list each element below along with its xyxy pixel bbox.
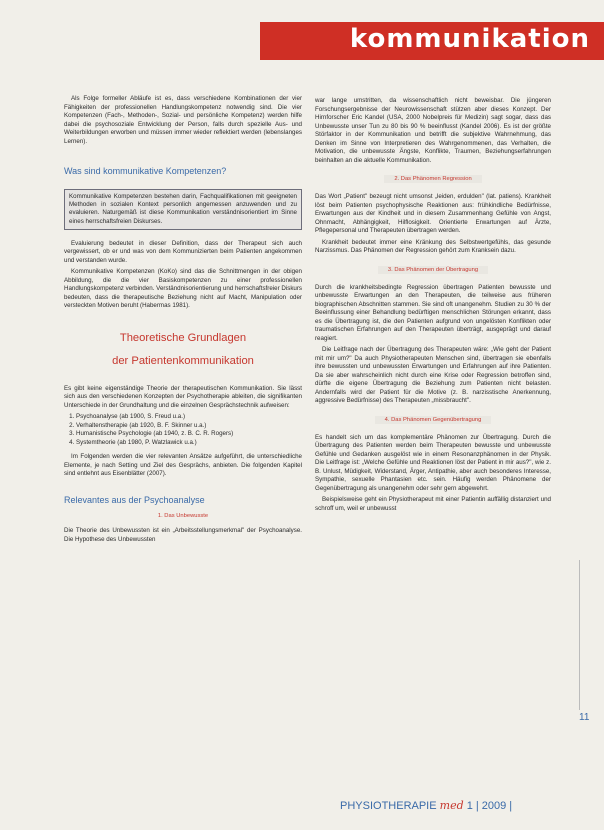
list-item: 2. Verhaltenstherapie (ab 1920, B. F. Skinner u.a.) (76, 422, 302, 431)
definition-box: Kommunikative Kompetenzen bestehen darin, Fachqualifikationen mit geeigneten Methoden in sozialen Kontext personlich angemessen anzuwenden und zu evaluieren. Naturgemäß ist diese Kommunikation verständnisorientiert im Sinne eines herrschaftsfreien Diskurses. (64, 189, 302, 230)
subsection-label (315, 416, 551, 424)
subsection-label-text: 3. Das Phänomen der Übertragung (378, 266, 488, 274)
section-header-bar (260, 22, 604, 60)
paragraph: Krankheit bedeutet immer eine Kränkung des Selbstwertgefühls, das gesunde Narzissmus. Das Phänomen der Regression gehört zum Kranksein dazu. (315, 238, 551, 254)
paragraph: Die Theorie des Unbewussten ist ein „Arbeitsstellungsmerkmal" der Psychoanalyse. Die Hypothese des Unbewussten (64, 527, 302, 543)
paragraph: Beispielsweise geht ein Physiotherapeut mit einer Patientin auffällig distanziert und schroff um, weil er unbewusst (315, 496, 551, 512)
approach-list (64, 413, 302, 447)
paragraph: Das Wort „Patient" bezeugt nicht umsonst „leiden, erdulden" (lat. patiens). Krankheit löst beim Patienten psychophysische Reaktionen aus: frühkindliche Bedürfnisse, Erwartungen aus der Kindheit und in diesem Zusammenhang Gefühle von Angst, Ohnmacht, Abhängigkeit, Hilflosigkeit. Orientierte Erwartungen auf Ärzte, Pflegepersonal und Therapeuten übertragen werden. (315, 193, 551, 234)
paragraph: Als Folge formeller Abläufe ist es, dass verschiedene Kombinationen der vier Fähigkeiten der professionellen Handlungskompetenz notwendig sind. Die vier Kompetenzen (Fach-, Methoden-, Sozial- und persönliche Kompetenz) werden hilfe dabei die psychosoziale Entwicklung der Person, falls durch spezielle Aus- und Weiterbildungen erworben und müssen immer wieder reflektiert werden (lebenslanges Lernen). (64, 95, 302, 145)
section-heading-line-2: der Patientenkommunikation (112, 354, 254, 367)
paragraph: Durch die krankheitsbedingte Regression übertragen Patienten bewusste und unbewusste Erwartungen an den Therapeuten, die teilweise aus früheren biographischen Abschnitten stammen. Sie sind oft unangenehm. Studien zu 30 % der Beeinflussung einer Behandlung bedürftigen menschlichen Störungen erkannt, dass es die Übertragung ist, die den Patienten aufgrund von ungelösten Konflikten oder traumatischen Erfahrungen auf den Therapeuten überträgt, ausgeprägt und darauf reagiert. (315, 283, 551, 342)
journal-name: PHYSIOTHERAPIE (340, 800, 437, 812)
list-item: 1. Psychoanalyse (ab 1900, S. Freud u.a.) (76, 413, 302, 422)
subheading-question: Was sind kommunikative Kompetenzen? (64, 166, 227, 176)
page-number: 11 (579, 712, 590, 723)
footer (340, 799, 512, 812)
issue-number: 1 | 2009 | (466, 800, 513, 812)
subheading-psychoanalysis: Relevantes aus der Psychoanalyse (64, 494, 205, 505)
subsection-label (315, 175, 551, 183)
left-column (64, 95, 302, 815)
journal-name-med: med (439, 799, 464, 812)
section-heading-line-1: Theoretische Grundlagen (119, 331, 247, 344)
paragraph: Es handelt sich um das komplementäre Phänomen zur Übertragung. Durch die Übertragung des Patienten werden beim Therapeuten bewusste und unbewusste Gefühle und Gedanken ausgelöst wie in einem Resonanzphänomen in der Physik. Die Leitfrage ist: „Welche Gefühle und Reaktionen löst der Patient in mir aus?", wie z. B. Unlust, Müdigkeit, Widerstand, Ärger, Antipathie, aber auch besonderes Interesse, Sympathie, sexuelle Phantasien etc. sein. Häufig werden Phänomene der Gegenübertragung als unangenehm oder sehr gern abgewehrt. (315, 433, 551, 492)
right-column (315, 97, 551, 757)
paragraph: Es gibt keine eigenständige Theorie der therapeutischen Kommunikation. Sie lässt sich aus den verschiedenen Konzepten der Psychotherapie ableiten, die signifikanten Unterschiede in der Grundhaltung und die einzelnen Gesprächstechnik aufweisen: (64, 384, 302, 409)
paragraph: Evaluierung bedeutet in dieser Definition, dass der Therapeut sich auch vergewissert, ob er und was von dem Kommunizierten beim Patienten angekommen und verstanden wurde. (64, 239, 302, 264)
paragraph: Die Leitfrage nach der Übertragung des Therapeuten wäre: „Wie geht der Patient mit mir um?" Da auch Physiotherapeuten Menschen sind, übertragen sie ebenfalls ihre bewussten und unbewussten Erwartungen und Erfahrungen auf ihre Patienten. Da sie aber wahrscheinlich nicht durch eine Krise oder Regression betroffen sind, dürfte die eigene Übertragung die Beziehung zum Patienten nicht belasten. Andernfalls wird der Patient für die Motive (z. B. narzisstische Anerkennung, aggressive Bedürfnisse) des Therapeuten „missbraucht". (315, 346, 551, 404)
paragraph: Kommunikative Kompetenzen (KoKo) sind das die Schnittmengen in der obigen Abbildung, die die vier Basiskompetenzen zu einer professionellen Handlungskompetenz verbinden. Verständnisorientierung und herrschaftsfreier Diskurs bedeuten, dass die therapeutische Beziehung nicht auf Macht, Manipulation oder versteckten Motiven beruht (Habermas 1981). (64, 268, 302, 310)
section-title: kommunikation (349, 24, 590, 54)
list-item: 4. Systemtheorie (ab 1980, P. Watzlawick u.a.) (76, 439, 302, 448)
list-item: 3. Humanistische Psychologie (ab 1940, z. B. C. R. Rogers) (76, 430, 302, 439)
subsection-label-text: 4. Das Phänomen Gegenübertragung (375, 416, 492, 424)
subsection-label (315, 266, 551, 274)
paragraph: Im Folgenden werden die vier relevanten Ansätze aufgeführt, die unterschiedliche Elemente, je nach Setting und Ziel des Gesprächs, anbieten. Die folgenden Kapitel sind entlehnt aus Eisenblätter (2007). (64, 453, 302, 478)
section-heading (64, 327, 302, 373)
subsection-label: 1. Das Unbewusste (157, 512, 209, 519)
margin-rule (579, 560, 580, 710)
subsection-label-text: 2. Das Phänomen Regression (384, 175, 481, 183)
paragraph: war lange umstritten, da wissenschaftlich nicht beweisbar. Die jüngeren Forschungsergebnisse der Neurowissenschaft stützen aber dieses Konzept. Der Hirnforscher Eric Kandel (USA, 2000 Nobelpreis für Medizin) sagt sogar, dass das Unbewusste unser Tun zu 80 bis 90 % beeinflusst (Kandel 2006). Es ist der größte Störfaktor in der Kommunikation und betrifft die subjektive Wahrnehmung, das Denken im Sinne von Interpretieren des Wahrgenommenen, das Verhalten, die Motivation, die unbewusste Ängste, Konflikte, Traumen, Beziehungserfahrungen beinhalten an die aktuelle Kommunikation. (315, 97, 551, 164)
